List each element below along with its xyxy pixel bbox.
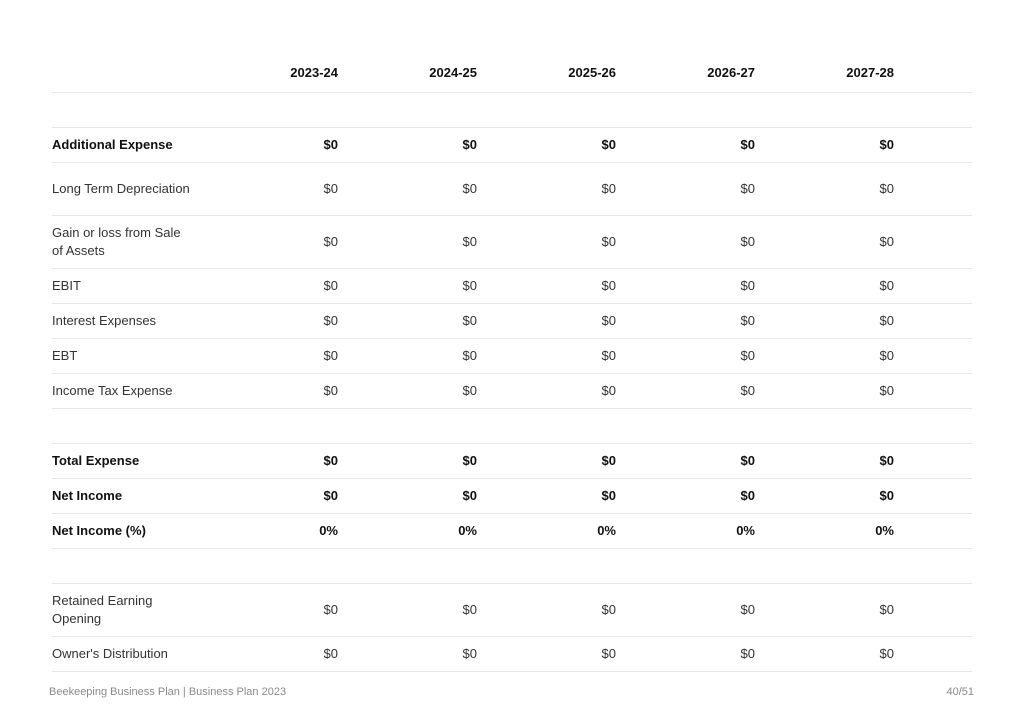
value-cell: $0 bbox=[879, 646, 894, 661]
value-cell: $0 bbox=[879, 313, 894, 328]
table-row bbox=[52, 216, 972, 269]
value-cell: $0 bbox=[323, 181, 338, 196]
table-row bbox=[52, 128, 972, 163]
financial-table bbox=[52, 54, 972, 672]
value-cell: $0 bbox=[323, 383, 338, 398]
value-cell: $0 bbox=[879, 278, 894, 293]
value-cell: $0 bbox=[601, 348, 616, 363]
value-cell: $0 bbox=[879, 488, 894, 503]
value-cell: 0% bbox=[597, 523, 616, 538]
value-cell: $0 bbox=[601, 602, 616, 617]
value-cell: $0 bbox=[462, 646, 477, 661]
value-cell: 0% bbox=[458, 523, 477, 538]
value-cell: $0 bbox=[323, 137, 338, 152]
table-row bbox=[52, 163, 972, 216]
value-cell: $0 bbox=[879, 181, 894, 196]
footer-document-title: Beekeeping Business Plan | Business Plan 2023 bbox=[49, 686, 287, 698]
value-cell: $0 bbox=[740, 348, 755, 363]
row-label: Net Income bbox=[52, 488, 123, 503]
value-cell: $0 bbox=[601, 137, 616, 152]
value-cell: $0 bbox=[323, 348, 338, 363]
value-cell: $0 bbox=[601, 488, 616, 503]
value-cell: $0 bbox=[740, 137, 755, 152]
page-footer bbox=[49, 686, 974, 698]
value-cell: $0 bbox=[462, 313, 477, 328]
value-cell: $0 bbox=[601, 383, 616, 398]
row-label: Total Expense bbox=[52, 453, 140, 468]
value-cell: $0 bbox=[879, 453, 894, 468]
year-header: 2023-24 bbox=[290, 65, 338, 80]
value-cell: 0% bbox=[875, 523, 894, 538]
value-cell: $0 bbox=[740, 313, 755, 328]
value-cell: $0 bbox=[740, 181, 755, 196]
value-cell: $0 bbox=[462, 383, 477, 398]
value-cell: $0 bbox=[462, 348, 477, 363]
value-cell: $0 bbox=[740, 453, 755, 468]
row-label: Gain or loss from Sale of Assets bbox=[52, 225, 181, 258]
row-label: Net Income (%) bbox=[52, 523, 146, 538]
value-cell: $0 bbox=[323, 602, 338, 617]
value-cell: $0 bbox=[601, 646, 616, 661]
value-cell: $0 bbox=[323, 234, 338, 249]
value-cell: $0 bbox=[462, 453, 477, 468]
value-cell: $0 bbox=[462, 234, 477, 249]
value-cell: $0 bbox=[601, 313, 616, 328]
value-cell: $0 bbox=[601, 234, 616, 249]
value-cell: $0 bbox=[462, 181, 477, 196]
year-header: 2025-26 bbox=[568, 65, 616, 80]
value-cell: $0 bbox=[740, 383, 755, 398]
table-body bbox=[52, 93, 972, 672]
value-cell: 0% bbox=[319, 523, 338, 538]
table-row bbox=[52, 637, 972, 672]
value-cell: $0 bbox=[740, 488, 755, 503]
value-cell: $0 bbox=[323, 313, 338, 328]
row-label: Interest Expenses bbox=[52, 313, 157, 328]
value-cell: $0 bbox=[323, 646, 338, 661]
row-label: Retained Earning Opening bbox=[52, 593, 153, 626]
table-row bbox=[52, 514, 972, 549]
year-header: 2027-28 bbox=[846, 65, 894, 80]
value-cell: $0 bbox=[462, 137, 477, 152]
value-cell: $0 bbox=[601, 278, 616, 293]
year-header: 2026-27 bbox=[707, 65, 755, 80]
value-cell: $0 bbox=[879, 383, 894, 398]
row-label: EBT bbox=[52, 348, 78, 363]
spacer-row bbox=[52, 549, 972, 584]
table-row bbox=[52, 374, 972, 409]
footer-page-number: 40/51 bbox=[946, 686, 974, 698]
year-header: 2024-25 bbox=[429, 65, 477, 80]
value-cell: $0 bbox=[879, 348, 894, 363]
row-label: Owner's Distribution bbox=[52, 646, 168, 661]
value-cell: $0 bbox=[323, 488, 338, 503]
table-row bbox=[52, 304, 972, 339]
table-header-row bbox=[52, 54, 972, 93]
value-cell: $0 bbox=[601, 181, 616, 196]
spacer-row bbox=[52, 93, 972, 128]
value-cell: $0 bbox=[879, 234, 894, 249]
row-label: Additional Expense bbox=[52, 137, 173, 152]
value-cell: 0% bbox=[736, 523, 755, 538]
spacer-row bbox=[52, 409, 972, 444]
row-label: Long Term Depreciation bbox=[52, 181, 190, 196]
value-cell: $0 bbox=[879, 602, 894, 617]
value-cell: $0 bbox=[601, 453, 616, 468]
value-cell: $0 bbox=[740, 234, 755, 249]
value-cell: $0 bbox=[462, 278, 477, 293]
value-cell: $0 bbox=[323, 453, 338, 468]
value-cell: $0 bbox=[462, 602, 477, 617]
value-cell: $0 bbox=[740, 646, 755, 661]
row-label: Income Tax Expense bbox=[52, 383, 173, 398]
value-cell: $0 bbox=[740, 278, 755, 293]
value-cell: $0 bbox=[879, 137, 894, 152]
value-cell: $0 bbox=[462, 488, 477, 503]
table-row bbox=[52, 479, 972, 514]
table-row bbox=[52, 444, 972, 479]
table-row bbox=[52, 584, 972, 637]
table-row bbox=[52, 269, 972, 304]
value-cell: $0 bbox=[323, 278, 338, 293]
table-row bbox=[52, 339, 972, 374]
value-cell: $0 bbox=[740, 602, 755, 617]
row-label: EBIT bbox=[52, 278, 81, 293]
